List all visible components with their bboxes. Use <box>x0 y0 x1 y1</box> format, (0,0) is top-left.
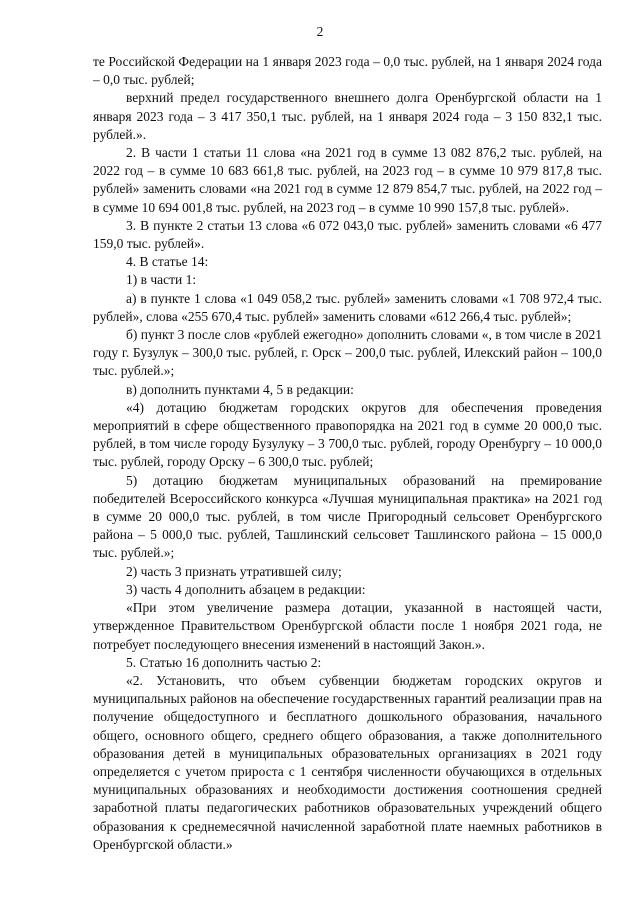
paragraph: 4. В статье 14: <box>126 254 209 270</box>
paragraph: а) в пункте 1 слова «1 049 058,2 тыс. рублей» заменить словами «1 708 972,4 тыс. рублей», слова «255 670,4 тыс. рублей» заменить словами «612 266,4 тыс. рублей»; <box>93 290 602 324</box>
paragraph: 5. Статью 16 дополнить частью 2: <box>126 654 322 670</box>
paragraph: 2. В части 1 статьи 11 слова «на 2021 год в сумме 13 082 876,2 тыс. рублей, на 2022 год – в сумме 10 683 661,8 тыс. рублей, на 2023 год – в сумме 10 979 817,8 тыс. рублей» заменить словами «на 2021 год в сумме 12 879 854,7 тыс. рублей, на 2022 год – в сумме 10 694 001,8 тыс. рублей, на 2023 год – в сумме 10 990 157,8 тыс. рублей». <box>93 145 602 215</box>
paragraph: верхний предел государственного внешнего долга Оренбургской области на 1 января 2023 года – 3 417 350,1 тыс. рублей, на 1 января 2024 года – 3 150 832,1 тыс. рублей.». <box>93 90 602 142</box>
paragraph: 3. В пункте 2 статьи 13 слова «6 072 043,0 тыс. рублей» заменить словами «6 477 159,0 тыс. рублей». <box>93 217 602 252</box>
document-body <box>93 53 602 854</box>
paragraph: в) дополнить пунктами 4, 5 в редакции: <box>126 381 354 397</box>
paragraph: 1) в части 1: <box>126 272 197 288</box>
paragraph: «2. Установить, что объем субвенции бюджетам городских округов и муниципальных районов на обеспечение государственных гарантий реализации прав на получение общедоступного и бесплатного дошкольного образования, начального общего, основного общего, среднего общего образования, а также дополнительного образования детей в муниципальных образовательных организациях в 2021 году определяется с учетом прироста с 1 сентября численности обучающихся в отдельных муниципальных образованиях и необходимости достижения соотношения средней заработной платы педагогических работников образовательных учреждений общего образования к среднемесячной начисленной заработной плате наемных работников в Оренбургской области.» <box>93 672 602 852</box>
paragraph: 2) часть 3 признать утратившей силу; <box>126 563 342 579</box>
paragraph: «4) дотацию бюджетам городских округов для обеспечения проведения мероприятий в сфере общественного правопорядка на 2021 год в сумме 20 000,0 тыс. рублей, в том числе городу Бузулуку – 3 700,0 тыс. рублей, городу Оренбургу – 10 000,0 тыс. рублей, городу Орску – 6 300,0 тыс. рублей; <box>93 399 602 470</box>
paragraph: те Российской Федерации на 1 января 2023 года – 0,0 тыс. рублей, на 1 января 2024 года – 0,0 тыс. рублей; <box>93 54 602 88</box>
paragraph: «При этом увеличение размера дотации, указанной в настоящей части, утвержденное Правительством Оренбургской области после 1 ноября 2021 года, не потребует последующего внесения изменений в настоящий Закон.». <box>93 600 602 652</box>
paragraph: б) пункт 3 после слов «рублей ежегодно» дополнить словами «, в том числе в 2021 году г. Бузулук – 300,0 тыс. рублей, г. Орск – 200,0 тыс. рублей, Илекский район – 100,0 тыс. рублей.»; <box>93 327 602 379</box>
paragraph: 3) часть 4 дополнить абзацем в редакции: <box>126 581 366 597</box>
page-number: 2 <box>316 24 324 39</box>
paragraph: 5) дотацию бюджетам муниципальных образований на премирование победителей Всероссийского конкурса «Лучшая муниципальная практика» на 2021 год в сумме 20 000,0 тыс. рублей, в том числе Пригородный сельсовет Оренбургского района – 5 000,0 тыс. рублей, Ташлинский сельсовет Ташлинского района – 15 000,0 тыс. рублей.»; <box>93 472 602 561</box>
